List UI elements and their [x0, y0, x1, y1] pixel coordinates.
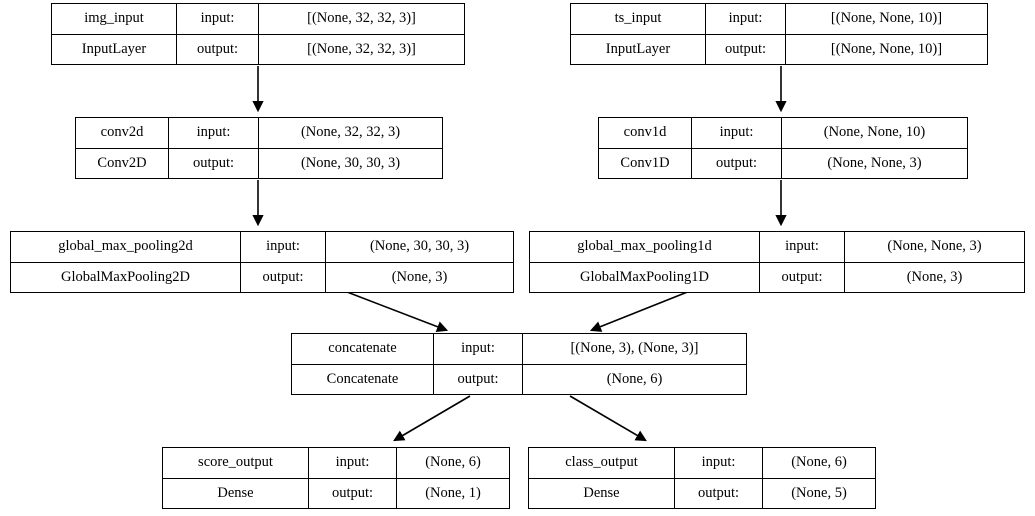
node-global_max_pooling2d-class: GlobalMaxPooling2D	[11, 263, 241, 293]
node-score_output-name: score_output	[163, 448, 309, 478]
node-ts_input[interactable]	[570, 3, 988, 65]
node-class_output-name: class_output	[529, 448, 675, 478]
node-global_max_pooling2d-input-label: input:	[241, 232, 326, 262]
edge-global_max_pooling2d-concatenate	[334, 287, 446, 330]
node-ts_input-class: InputLayer	[571, 35, 706, 65]
node-conv1d[interactable]	[598, 117, 968, 179]
node-conv2d-output-label: output:	[169, 149, 259, 179]
node-class_output-class: Dense	[529, 479, 675, 509]
node-img_input[interactable]	[51, 3, 465, 65]
node-class_output-output-label: output:	[675, 479, 763, 509]
node-conv2d-input-shape: (None, 32, 32, 3)	[300, 124, 401, 141]
edge-concatenate-score_output	[395, 396, 470, 440]
node-img_input-output-shape: [(None, 32, 32, 3)]	[307, 40, 416, 57]
node-score_output-output-shape: (None, 1)	[425, 484, 481, 501]
node-conv1d-input-label: input:	[692, 118, 782, 148]
node-concatenate-input-label: input:	[434, 334, 523, 364]
node-class_output-input-shape: (None, 6)	[791, 454, 847, 471]
node-score_output-class: Dense	[163, 479, 309, 509]
node-concatenate-class: Concatenate	[292, 365, 434, 395]
node-ts_input-output-label: output:	[706, 35, 786, 65]
node-global_max_pooling1d-name: global_max_pooling1d	[530, 232, 760, 262]
node-conv2d-class: Conv2D	[76, 149, 169, 179]
node-img_input-input-shape: [(None, 32, 32, 3)]	[307, 10, 416, 27]
node-class_output[interactable]	[528, 447, 876, 509]
node-conv2d-output-shape: (None, 30, 30, 3)	[300, 154, 401, 171]
node-concatenate-name: concatenate	[292, 334, 434, 364]
node-conv1d-class: Conv1D	[599, 149, 692, 179]
node-ts_input-input-shape: [(None, None, 10)]	[830, 10, 943, 27]
node-score_output-input-label: input:	[309, 448, 397, 478]
node-img_input-input-label: input:	[177, 4, 259, 34]
node-score_output[interactable]	[162, 447, 510, 509]
node-global_max_pooling1d-output-label: output:	[760, 263, 845, 293]
node-global_max_pooling2d[interactable]	[10, 231, 514, 293]
node-global_max_pooling1d-class: GlobalMaxPooling1D	[530, 263, 760, 293]
node-score_output-output-label: output:	[309, 479, 397, 509]
node-concatenate-output-label: output:	[434, 365, 523, 395]
edge-concatenate-class_output	[570, 396, 645, 440]
node-ts_input-input-label: input:	[706, 4, 786, 34]
node-ts_input-output-shape: [(None, None, 10)]	[830, 40, 943, 57]
node-conv2d[interactable]	[75, 117, 443, 179]
node-conv1d-output-shape: (None, None, 3)	[827, 154, 922, 171]
node-global_max_pooling1d[interactable]	[529, 231, 1025, 293]
node-conv1d-input-shape: (None, None, 10)	[823, 124, 926, 141]
node-global_max_pooling2d-name: global_max_pooling2d	[11, 232, 241, 262]
node-global_max_pooling1d-output-shape: (None, 3)	[906, 268, 963, 285]
node-conv1d-name: conv1d	[599, 118, 692, 148]
node-global_max_pooling2d-output-shape: (None, 3)	[391, 268, 448, 285]
node-global_max_pooling1d-input-label: input:	[760, 232, 845, 262]
node-concatenate[interactable]	[291, 333, 747, 395]
node-conv2d-input-label: input:	[169, 118, 259, 148]
node-global_max_pooling2d-output-label: output:	[241, 263, 326, 293]
node-class_output-output-shape: (None, 5)	[791, 484, 847, 501]
edge-global_max_pooling1d-concatenate	[592, 287, 700, 330]
node-img_input-class: InputLayer	[52, 35, 177, 65]
node-concatenate-input-shape: [(None, 3), (None, 3)]	[570, 340, 699, 357]
node-class_output-input-label: input:	[675, 448, 763, 478]
node-ts_input-name: ts_input	[571, 4, 706, 34]
node-img_input-output-label: output:	[177, 35, 259, 65]
node-score_output-input-shape: (None, 6)	[425, 454, 481, 471]
node-concatenate-output-shape: (None, 6)	[606, 370, 663, 387]
node-img_input-name: img_input	[52, 4, 177, 34]
node-conv2d-name: conv2d	[76, 118, 169, 148]
node-conv1d-output-label: output:	[692, 149, 782, 179]
node-global_max_pooling2d-input-shape: (None, 30, 30, 3)	[369, 238, 470, 255]
node-global_max_pooling1d-input-shape: (None, None, 3)	[887, 238, 982, 255]
